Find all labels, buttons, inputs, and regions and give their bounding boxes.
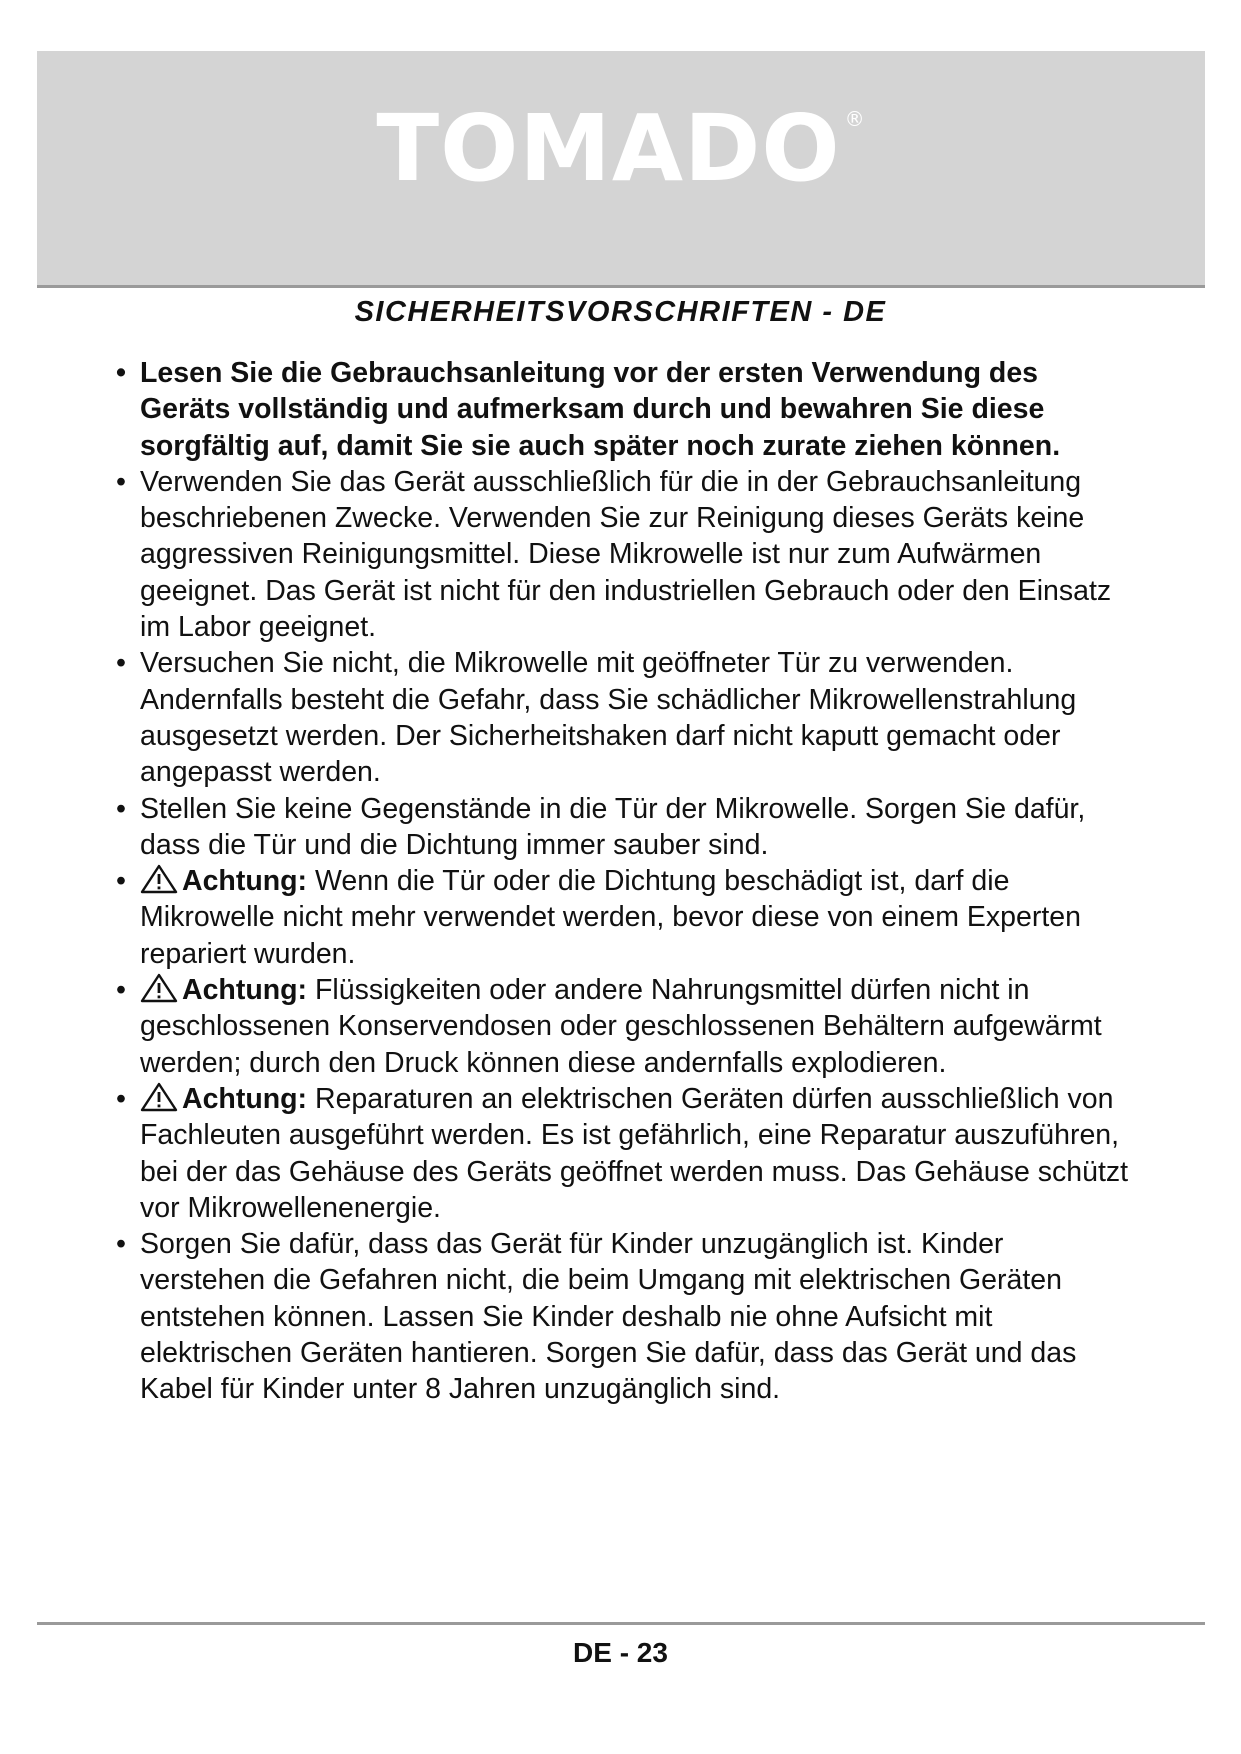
safety-rule-6	[116, 972, 1136, 1081]
header-band	[37, 51, 1205, 288]
bullet: •	[116, 1228, 126, 1261]
safety-rule-4	[116, 791, 1136, 864]
page-number: DE - 23	[573, 1637, 668, 1668]
registered-mark: ®	[844, 107, 866, 131]
safety-rule-1	[116, 355, 1136, 464]
safety-rules-list	[116, 355, 1136, 1408]
rule-text: Reparaturen an elektrischen Geräten dürfen ausschließlich von Fachleuten ausgeführt werden. Es ist gefährlich, eine Reparatur auszuführen, bei der das Gehäuse des Geräts geöffnet werden muss. Das Gehäuse schützt vor Mikrowellenenergie.	[140, 1082, 1129, 1224]
bullet: •	[116, 1082, 126, 1115]
bullet: •	[116, 647, 126, 680]
warning-label: Achtung:	[182, 865, 308, 898]
warning-triangle-icon	[140, 1082, 178, 1112]
rule-text: Sorgen Sie dafür, dass das Gerät für Kinder unzugänglich ist. Kinder verstehen die Gefahren nicht, die beim Umgang mit elektrischen Geräten entstehen können. Lassen Sie Kinder deshalb nie ohne Aufsicht mit elektrischen Geräten hantieren. Sorgen Sie dafür, dass das Gerät und das Kabel für Kinder unter 8 Jahren unzugänglich sind.	[140, 1228, 1077, 1406]
bullet: •	[116, 865, 126, 898]
safety-rule-5	[116, 863, 1136, 972]
rule-text: Wenn die Tür oder die Dichtung beschädigt ist, darf die Mikrowelle nicht mehr verwendet werden, bevor diese von einem Experten repariert wurden.	[140, 865, 1081, 970]
brand-logo	[37, 95, 1205, 202]
safety-rule-2	[116, 464, 1136, 645]
rule-text: Flüssigkeiten oder andere Nahrungsmittel dürfen nicht in geschlossenen Konservendosen oder geschlossenen Behältern aufgewärmt werden; durch den Druck können diese andernfalls explodieren.	[140, 974, 1102, 1079]
section-title: SICHERHEITSVORSCHRIFTEN - DE	[354, 296, 887, 328]
bullet: •	[116, 792, 126, 825]
warning-triangle-icon	[140, 973, 178, 1003]
rule-text: Verwenden Sie das Gerät ausschließlich für die in der Gebrauchsanleitung beschriebenen Zwecke. Verwenden Sie zur Reinigung dieses Geräts keine aggressiven Reinigungsmittel. Diese Mikrowelle ist nur zum Aufwärmen geeignet. Das Gerät ist nicht für den industriellen Gebrauch oder den Einsatz im Labor geeignet.	[140, 465, 1112, 644]
warning-label: Achtung:	[182, 974, 308, 1007]
brand-name: TOMADO	[376, 95, 841, 202]
warning-triangle-icon	[140, 864, 178, 894]
safety-rule-8	[116, 1226, 1136, 1407]
footer-divider	[37, 1622, 1205, 1625]
bullet: •	[116, 974, 126, 1007]
bullet: •	[116, 357, 126, 389]
safety-rule-7	[116, 1081, 1136, 1226]
rule-text: Stellen Sie keine Gegenstände in die Tür der Mikrowelle. Sorgen Sie dafür, dass die Tür und die Dichtung immer sauber sind.	[140, 792, 1086, 861]
bullet: •	[116, 465, 126, 498]
safety-rule-3	[116, 645, 1136, 790]
rule-text: Versuchen Sie nicht, die Mikrowelle mit geöffneter Tür zu verwenden. Andernfalls besteht die Gefahr, dass Sie schädlicher Mikrowellenstrahlung ausgesetzt werden. Der Sicherheitshaken darf nicht kaputt gemacht oder angepasst werden.	[140, 647, 1077, 789]
rule-text: Lesen Sie die Gebrauchsanleitung vor der ersten Verwendung des Geräts vollständig und aufmerksam durch und bewahren Sie diese sorgfältig auf, damit Sie sie auch später noch zurate ziehen können.	[140, 357, 1061, 462]
warning-label: Achtung:	[182, 1082, 308, 1115]
